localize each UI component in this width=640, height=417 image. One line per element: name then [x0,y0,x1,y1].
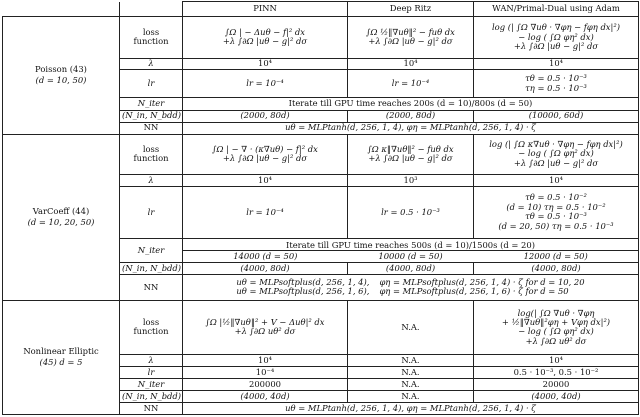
varcoeff-pinn-loss: ∫Ω | − ∇ · (κ∇uθ) − f|² dx +λ ∫∂Ω |uθ − g|² dσ [183,134,348,174]
varcoeff-wan-n: (4000, 80d) [474,262,639,274]
row-label-lambda-3: λ [120,355,183,367]
row-label-niter: N_iter [120,97,183,110]
varcoeff-ritz-lr: lr = 0.5 · 10⁻³ [348,186,474,238]
nonlinear-ritz-niter: N.A. [348,379,474,391]
poisson-pinn-lr: lr = 10⁻⁴ [183,70,348,97]
poisson-pinn-n: (2000, 80d) [183,110,348,122]
varcoeff-pinn-lr: lr = 10⁻⁴ [183,186,348,238]
nonlinear-ritz-n: N.A. [348,390,474,402]
varcoeff-ritz-loss: ∫Ω κ‖∇uθ‖² − fuθ dx +λ ∫∂Ω |uθ − g|² dσ [348,134,474,174]
row-label-lr: lr [120,70,183,97]
poisson-wan-lr: τθ = 0.5 · 10⁻³ τη = 0.5 · 10⁻³ [474,70,639,97]
row-label-nn: NN [120,122,183,134]
row-label-lambda: λ [120,58,183,70]
corner-cell-2 [120,2,183,17]
varcoeff-wan-lr: τθ = 0.5 · 10⁻² (d = 10) τη = 0.5 · 10⁻² τθ = 0.5 · 10⁻³ (d = 20, 50) τη = 0.5 · 10⁻³ [474,186,639,238]
poisson-ritz-loss: ∫Ω ½‖∇uθ‖² − fuθ dx +λ ∫∂Ω |uθ − g|² dσ [348,17,474,58]
poisson-wan-loss: log (| ∫Ω ∇uθ · ∇φη − fφη dx|²) − log ( ∫Ω φη² dx) +λ ∫∂Ω |uθ − g|² dσ [474,17,639,58]
nonlinear-ritz-lr: N.A. [348,367,474,379]
nonlinear-ritz-lambda: N.A. [348,355,474,367]
nonlinear-pinn-lambda: 10⁴ [183,355,348,367]
poisson-pinn-lambda: 10⁴ [183,58,348,70]
varcoeff-niter-block [183,238,639,262]
poisson-wan-n: (10000, 60d) [474,110,639,122]
row-label-loss-2: loss function [120,134,183,174]
col-header-wan: WAN/Primal-Dual using Adam [474,2,639,17]
nonlinear-name: Nonlinear Elliptic [23,346,99,357]
varcoeff-pinn-niter: 14000 (d = 50) [233,250,298,261]
col-header-pinn: PINN [183,2,348,17]
nonlinear-pinn-niter: 200000 [183,379,348,391]
varcoeff-niter-shared: Iterate till GPU time reaches 500s (d = 10)/1500s (d = 20) [183,240,638,251]
varcoeff-dims: (d = 10, 20, 50) [27,217,95,228]
col-header-deepritz: Deep Ritz [348,2,474,17]
row-label-niter-3: N_iter [120,379,183,391]
nonlinear-wan-loss: log(| ∫Ω ∇uθ · ∇φη + ½‖∇uθ‖²φη + Vφη dx|²) − log ( ∫Ω φη² dx) +λ ∫∂Ω uθ² dσ [474,300,639,354]
varcoeff-nn [183,274,639,300]
nonlinear-group-label [3,300,120,414]
row-label-niter-2: N_iter [120,238,183,262]
varcoeff-name: VarCoeff (44) [32,206,90,217]
row-label-n: (N_in, N_bdd) [120,110,183,122]
poisson-group-label [3,17,120,134]
varcoeff-nn-phi-2: φη = MLPsoftplus(d, 256, 1, 6) · ζ for d = 50 [379,286,569,297]
poisson-pinn-loss: ∫Ω | − Δuθ − f|² dx +λ ∫∂Ω |uθ − g|² dσ [183,17,348,58]
nonlinear-ritz-loss: N.A. [348,300,474,354]
varcoeff-ritz-lambda: 10³ [348,174,474,186]
header-row [3,2,639,17]
varcoeff-nn-u-1: uθ = MLPsoftplus(d, 256, 1, 4), [236,276,370,287]
varcoeff-wan-loss: log (| ∫Ω κ∇uθ · ∇φη − fφη dx|²) − log ( ∫Ω φη² dx) +λ ∫∂Ω |uθ − g|² dσ [474,134,639,174]
row-label-n-3: (N_in, N_bdd) [120,390,183,402]
corner-cell [3,2,120,17]
row-label-loss-3: loss function [120,300,183,354]
varcoeff-wan-niter: 12000 (d = 50) [523,250,588,261]
varcoeff-pinn-n: (4000, 80d) [183,262,348,274]
nonlinear-dims: (45) d = 5 [39,357,83,368]
nonlinear-nn: uθ = MLPtanh(d, 256, 1, 4), φη = MLPtanh(d, 256, 1, 4) · ζ [183,402,639,414]
row-label-lr-3: lr [120,367,183,379]
poisson-loss-row [3,17,639,58]
poisson-niter: Iterate till GPU time reaches 200s (d = 10)/800s (d = 50) [183,97,639,110]
poisson-ritz-n: (2000, 80d) [348,110,474,122]
nonlinear-wan-n: (4000, 40d) [474,390,639,402]
row-label-nn-3: NN [120,402,183,414]
row-label-n-2: (N_in, N_bdd) [120,262,183,274]
nonlinear-pinn-loss: ∫Ω |½‖∇uθ‖² + V − Δuθ|² dx +λ ∫∂Ω uθ² dσ [183,300,348,354]
poisson-ritz-lambda: 10⁴ [348,58,474,70]
comparison-table [2,1,639,415]
nonlinear-loss-row [3,300,639,354]
row-label-loss: loss function [120,17,183,58]
nonlinear-pinn-lr: 10⁻⁴ [183,367,348,379]
nonlinear-wan-lambda: 10⁴ [474,355,639,367]
varcoeff-wan-lambda: 10⁴ [474,174,639,186]
varcoeff-group-label [3,134,120,300]
varcoeff-pinn-lambda: 10⁴ [183,174,348,186]
nonlinear-wan-niter: 20000 [474,379,639,391]
poisson-name: Poisson (43) [35,64,87,75]
poisson-wan-lambda: 10⁴ [474,58,639,70]
poisson-nn: uθ = MLPtanh(d, 256, 1, 4), φη = MLPtanh(d, 256, 1, 4) · ζ [183,122,639,134]
varcoeff-loss-row [3,134,639,174]
varcoeff-ritz-niter: 10000 (d = 50) [378,250,443,261]
nonlinear-wan-lr: 0.5 · 10⁻³, 0.5 · 10⁻² [474,367,639,379]
row-label-lr-2: lr [120,186,183,238]
varcoeff-ritz-n: (4000, 80d) [348,262,474,274]
varcoeff-nn-phi-1: φη = MLPsoftplus(d, 256, 1, 4) · ζ for d = 10, 20 [379,276,585,287]
poisson-dims: (d = 10, 50) [35,75,87,86]
row-label-nn-2: NN [120,274,183,300]
nonlinear-pinn-n: (4000, 40d) [183,390,348,402]
poisson-ritz-lr: lr = 10⁻⁴ [348,70,474,97]
row-label-lambda-2: λ [120,174,183,186]
varcoeff-nn-u-2: uθ = MLPsoftplus(d, 256, 1, 6), [236,286,370,297]
